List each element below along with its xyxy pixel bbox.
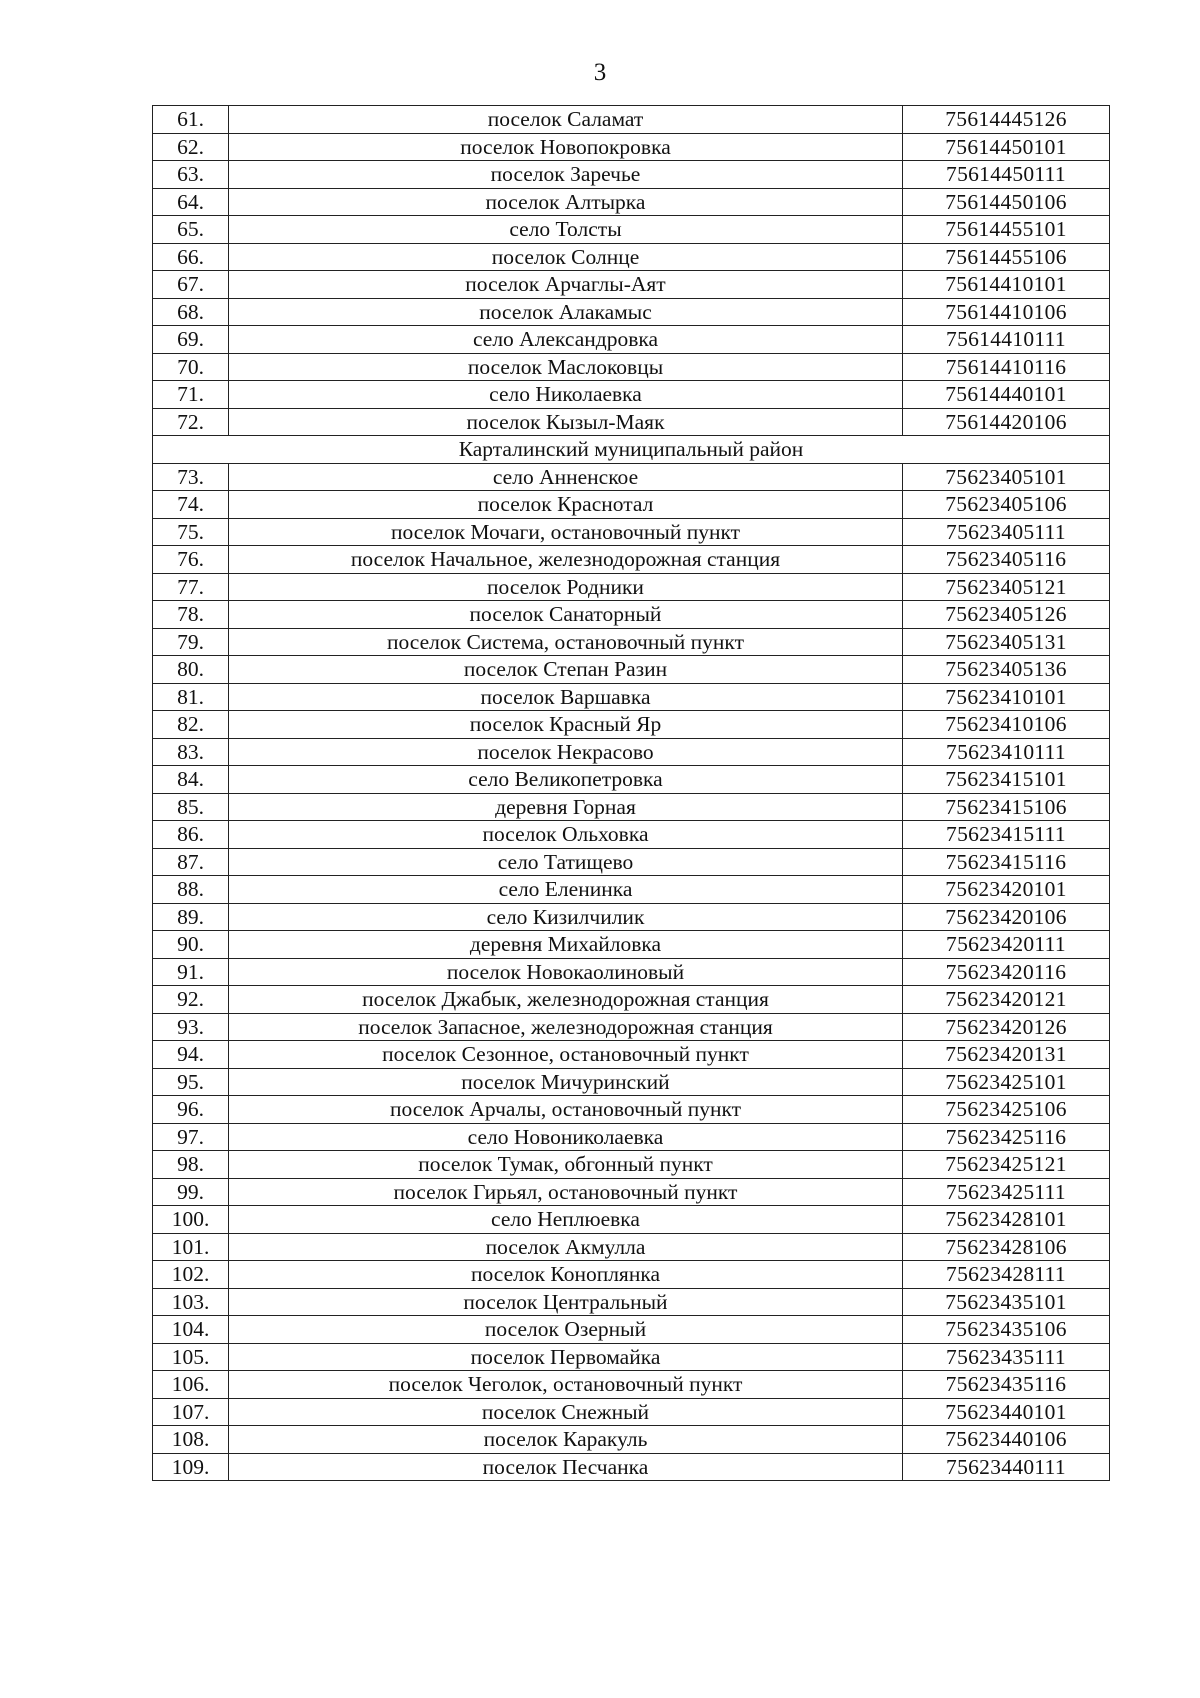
- settlement-name: село Толсты: [229, 216, 903, 244]
- row-number: 96.: [153, 1096, 229, 1124]
- oktmo-code: 75623415106: [903, 793, 1110, 821]
- row-number: 107.: [153, 1398, 229, 1426]
- table-row: [153, 216, 1110, 244]
- row-number: 86.: [153, 821, 229, 849]
- row-number: 66.: [153, 243, 229, 271]
- oktmo-code: 75614410101: [903, 271, 1110, 299]
- settlement-name: поселок Первомайка: [229, 1343, 903, 1371]
- oktmo-code: 75623420131: [903, 1041, 1110, 1069]
- settlement-name: поселок Некрасово: [229, 738, 903, 766]
- row-number: 82.: [153, 711, 229, 739]
- row-number: 62.: [153, 133, 229, 161]
- row-number: 93.: [153, 1013, 229, 1041]
- table-row: [153, 1206, 1110, 1234]
- table-row: [153, 381, 1110, 409]
- settlement-name: поселок Новокаолиновый: [229, 958, 903, 986]
- row-number: 85.: [153, 793, 229, 821]
- oktmo-code: 75623410106: [903, 711, 1110, 739]
- oktmo-code: 75623435101: [903, 1288, 1110, 1316]
- settlement-name: поселок Алакамыс: [229, 298, 903, 326]
- table-row: [153, 766, 1110, 794]
- settlement-name: поселок Чеголок, остановочный пункт: [229, 1371, 903, 1399]
- oktmo-code: 75614455101: [903, 216, 1110, 244]
- table-row: [153, 353, 1110, 381]
- settlement-name: деревня Горная: [229, 793, 903, 821]
- row-number: 65.: [153, 216, 229, 244]
- table-row: [153, 958, 1110, 986]
- table-row: [153, 1343, 1110, 1371]
- row-number: 97.: [153, 1123, 229, 1151]
- table-row: [153, 628, 1110, 656]
- settlement-name: село Кизилчилик: [229, 903, 903, 931]
- table-row: [153, 243, 1110, 271]
- table-row: [153, 601, 1110, 629]
- oktmo-code: 75623415116: [903, 848, 1110, 876]
- row-number: 90.: [153, 931, 229, 959]
- row-number: 64.: [153, 188, 229, 216]
- oktmo-code: 75623415111: [903, 821, 1110, 849]
- row-number: 74.: [153, 491, 229, 519]
- table-row: [153, 1371, 1110, 1399]
- oktmo-code: 75623405136: [903, 656, 1110, 684]
- table-row: [153, 1013, 1110, 1041]
- row-number: 83.: [153, 738, 229, 766]
- settlement-name: поселок Новопокровка: [229, 133, 903, 161]
- section-header: Карталинский муниципальный район: [153, 436, 1110, 464]
- table-row: [153, 161, 1110, 189]
- table-row: [153, 1123, 1110, 1151]
- oktmo-code: 75623425106: [903, 1096, 1110, 1124]
- row-number: 108.: [153, 1426, 229, 1454]
- row-number: 80.: [153, 656, 229, 684]
- settlement-name: поселок Заречье: [229, 161, 903, 189]
- table-row: [153, 876, 1110, 904]
- table-row: [153, 326, 1110, 354]
- row-number: 94.: [153, 1041, 229, 1069]
- table-row: [153, 1068, 1110, 1096]
- settlement-name: село Анненское: [229, 463, 903, 491]
- settlements-table-body: [153, 106, 1110, 1481]
- settlement-name: поселок Арчалы, остановочный пункт: [229, 1096, 903, 1124]
- settlement-name: село Татищево: [229, 848, 903, 876]
- settlement-name: поселок Акмулла: [229, 1233, 903, 1261]
- table-row: [153, 463, 1110, 491]
- table-row: [153, 298, 1110, 326]
- settlement-name: поселок Санаторный: [229, 601, 903, 629]
- row-number: 75.: [153, 518, 229, 546]
- settlement-name: поселок Варшавка: [229, 683, 903, 711]
- row-number: 69.: [153, 326, 229, 354]
- settlement-name: поселок Джабык, железнодорожная станция: [229, 986, 903, 1014]
- row-number: 78.: [153, 601, 229, 629]
- table-row: [153, 1041, 1110, 1069]
- table-row: [153, 986, 1110, 1014]
- settlement-name: поселок Снежный: [229, 1398, 903, 1426]
- row-number: 87.: [153, 848, 229, 876]
- oktmo-code: 75623440101: [903, 1398, 1110, 1426]
- row-number: 106.: [153, 1371, 229, 1399]
- oktmo-code: 75623405116: [903, 546, 1110, 574]
- table-row: [153, 1316, 1110, 1344]
- settlement-name: поселок Мочаги, остановочный пункт: [229, 518, 903, 546]
- table-row: [153, 1398, 1110, 1426]
- oktmo-code: 75623410111: [903, 738, 1110, 766]
- row-number: 68.: [153, 298, 229, 326]
- table-row: [153, 738, 1110, 766]
- row-number: 91.: [153, 958, 229, 986]
- settlement-name: поселок Солнце: [229, 243, 903, 271]
- oktmo-code: 75614450101: [903, 133, 1110, 161]
- settlement-name: село Александровка: [229, 326, 903, 354]
- oktmo-code: 75623405131: [903, 628, 1110, 656]
- table-row: [153, 491, 1110, 519]
- row-number: 77.: [153, 573, 229, 601]
- oktmo-code: 75623420126: [903, 1013, 1110, 1041]
- row-number: 89.: [153, 903, 229, 931]
- table-row: [153, 133, 1110, 161]
- settlement-name: поселок Мичуринский: [229, 1068, 903, 1096]
- oktmo-code: 75623420116: [903, 958, 1110, 986]
- oktmo-code: 75623428101: [903, 1206, 1110, 1234]
- oktmo-code: 75623425121: [903, 1151, 1110, 1179]
- settlement-name: поселок Система, остановочный пункт: [229, 628, 903, 656]
- table-row: [153, 1096, 1110, 1124]
- settlement-name: поселок Маслоковцы: [229, 353, 903, 381]
- row-number: 70.: [153, 353, 229, 381]
- table-row: [153, 1151, 1110, 1179]
- oktmo-code: 75623415101: [903, 766, 1110, 794]
- settlement-name: поселок Алтырка: [229, 188, 903, 216]
- table-row: [153, 683, 1110, 711]
- oktmo-code: 75623440106: [903, 1426, 1110, 1454]
- table-row: [153, 711, 1110, 739]
- row-number: 84.: [153, 766, 229, 794]
- settlements-table: [152, 105, 1110, 1481]
- settlement-name: поселок Запасное, железнодорожная станция: [229, 1013, 903, 1041]
- oktmo-code: 75614450106: [903, 188, 1110, 216]
- settlement-name: поселок Гирьял, остановочный пункт: [229, 1178, 903, 1206]
- oktmo-code: 75623405111: [903, 518, 1110, 546]
- oktmo-code: 75623435106: [903, 1316, 1110, 1344]
- oktmo-code: 75623420101: [903, 876, 1110, 904]
- section-header-row: [153, 436, 1110, 464]
- settlement-name: поселок Коноплянка: [229, 1261, 903, 1289]
- settlement-name: поселок Ольховка: [229, 821, 903, 849]
- row-number: 73.: [153, 463, 229, 491]
- table-row: [153, 1261, 1110, 1289]
- settlement-name: село Николаевка: [229, 381, 903, 409]
- oktmo-code: 75623405106: [903, 491, 1110, 519]
- row-number: 67.: [153, 271, 229, 299]
- oktmo-code: 75623428106: [903, 1233, 1110, 1261]
- settlement-name: село Неплюевка: [229, 1206, 903, 1234]
- oktmo-code: 75623435116: [903, 1371, 1110, 1399]
- table-row: [153, 1178, 1110, 1206]
- table-row: [153, 793, 1110, 821]
- oktmo-code: 75623420111: [903, 931, 1110, 959]
- settlement-name: поселок Кызыл-Маяк: [229, 408, 903, 436]
- settlement-name: поселок Каракуль: [229, 1426, 903, 1454]
- table-row: [153, 1288, 1110, 1316]
- oktmo-code: 75614410111: [903, 326, 1110, 354]
- settlement-name: поселок Сезонное, остановочный пункт: [229, 1041, 903, 1069]
- table-row: [153, 271, 1110, 299]
- oktmo-code: 75623428111: [903, 1261, 1110, 1289]
- row-number: 79.: [153, 628, 229, 656]
- row-number: 95.: [153, 1068, 229, 1096]
- row-number: 72.: [153, 408, 229, 436]
- oktmo-code: 75614410116: [903, 353, 1110, 381]
- oktmo-code: 75623405101: [903, 463, 1110, 491]
- row-number: 63.: [153, 161, 229, 189]
- oktmo-code: 75623440111: [903, 1453, 1110, 1481]
- settlement-name: поселок Краснотал: [229, 491, 903, 519]
- row-number: 81.: [153, 683, 229, 711]
- settlement-name: поселок Тумак, обгонный пункт: [229, 1151, 903, 1179]
- settlement-name: поселок Озерный: [229, 1316, 903, 1344]
- settlement-name: село Великопетровка: [229, 766, 903, 794]
- oktmo-code: 75614440101: [903, 381, 1110, 409]
- row-number: 88.: [153, 876, 229, 904]
- table-row: [153, 518, 1110, 546]
- table-row: [153, 903, 1110, 931]
- table-row: [153, 821, 1110, 849]
- row-number: 61.: [153, 106, 229, 134]
- row-number: 109.: [153, 1453, 229, 1481]
- settlement-name: поселок Родники: [229, 573, 903, 601]
- table-row: [153, 848, 1110, 876]
- table-row: [153, 656, 1110, 684]
- settlement-name: поселок Красный Яр: [229, 711, 903, 739]
- oktmo-code: 75614445126: [903, 106, 1110, 134]
- oktmo-code: 75623420106: [903, 903, 1110, 931]
- oktmo-code: 75623425111: [903, 1178, 1110, 1206]
- table-row: [153, 1233, 1110, 1261]
- oktmo-code: 75623425101: [903, 1068, 1110, 1096]
- oktmo-code: 75614410106: [903, 298, 1110, 326]
- page-number: 3: [593, 59, 607, 86]
- table-row: [153, 1453, 1110, 1481]
- oktmo-code: 75614420106: [903, 408, 1110, 436]
- table-row: [153, 573, 1110, 601]
- oktmo-code: 75623405126: [903, 601, 1110, 629]
- table-row: [153, 188, 1110, 216]
- row-number: 76.: [153, 546, 229, 574]
- row-number: 102.: [153, 1261, 229, 1289]
- oktmo-code: 75623420121: [903, 986, 1110, 1014]
- table-row: [153, 1426, 1110, 1454]
- settlement-name: поселок Степан Разин: [229, 656, 903, 684]
- row-number: 71.: [153, 381, 229, 409]
- row-number: 99.: [153, 1178, 229, 1206]
- settlement-name: поселок Арчаглы-Аят: [229, 271, 903, 299]
- settlement-name: деревня Михайловка: [229, 931, 903, 959]
- oktmo-code: 75623435111: [903, 1343, 1110, 1371]
- row-number: 92.: [153, 986, 229, 1014]
- oktmo-code: 75623425116: [903, 1123, 1110, 1151]
- table-row: [153, 408, 1110, 436]
- settlement-name: поселок Начальное, железнодорожная станция: [229, 546, 903, 574]
- oktmo-code: 75623410101: [903, 683, 1110, 711]
- settlement-name: поселок Центральный: [229, 1288, 903, 1316]
- oktmo-code: 75614455106: [903, 243, 1110, 271]
- oktmo-code: 75623405121: [903, 573, 1110, 601]
- table-row: [153, 106, 1110, 134]
- settlement-name: село Новониколаевка: [229, 1123, 903, 1151]
- table-row: [153, 546, 1110, 574]
- oktmo-code: 75614450111: [903, 161, 1110, 189]
- row-number: 105.: [153, 1343, 229, 1371]
- settlement-name: поселок Саламат: [229, 106, 903, 134]
- row-number: 98.: [153, 1151, 229, 1179]
- row-number: 104.: [153, 1316, 229, 1344]
- settlement-name: село Еленинка: [229, 876, 903, 904]
- row-number: 103.: [153, 1288, 229, 1316]
- table-row: [153, 931, 1110, 959]
- row-number: 101.: [153, 1233, 229, 1261]
- row-number: 100.: [153, 1206, 229, 1234]
- settlement-name: поселок Песчанка: [229, 1453, 903, 1481]
